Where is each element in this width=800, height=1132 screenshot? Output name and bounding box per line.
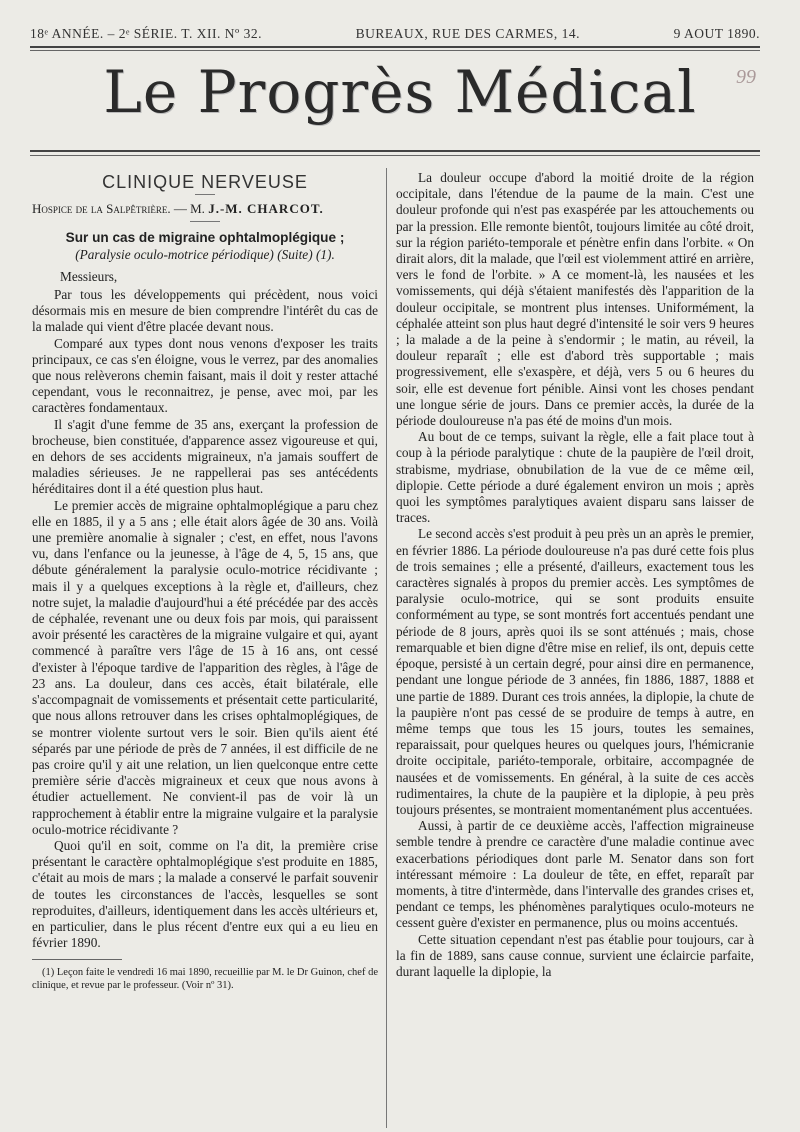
paragraph: Au bout de ce temps, suivant la règle, elle a fait place tout à coup à la période paralytique : chute de la paupière de l'œil droit, strabisme, mydriase, obnubilation de la vue de ce même œil, diplopie. Cette période a duré également environ un mois ; après quoi les symptômes paralytiques avaient disparu sans laisser de traces. [396, 429, 754, 526]
issue-number: 18ᵉ ANNÉE. – 2ᵉ SÉRIE. T. XII. Nº 32. [30, 26, 262, 41]
paragraph: Cette situation cependant n'est pas établie pour toujours, car à la fin de 1889, sans cause connue, survient une éclaircie parfaite, durant laquelle la diplopie, la [396, 931, 754, 979]
masthead-title: Le Progrès Médical [103, 58, 697, 126]
masthead-rule-thin [30, 155, 760, 156]
footnote-rule [32, 959, 122, 960]
divider [195, 194, 215, 195]
right-column [396, 170, 754, 980]
hospital-name: Hospice de la Salpêtrière. — M. [32, 201, 205, 217]
paragraph: Il s'agit d'une femme de 35 ans, exerçant la profession de brocheuse, bien constituée, d'apparence assez vigoureuse et qui, en dehors de ses accidents migraineux, n'a jamais souffert de maladies sérieuses. Je ne rappellerai pas ses antécédents héréditaires dont il a été question plus haut. [32, 416, 378, 497]
handwritten-mark: 99 [736, 66, 756, 88]
issue-date: 9 AOUT 1890. [673, 26, 760, 41]
office-address: BUREAUX, RUE DES CARMES, 14. [355, 26, 580, 41]
issue-header [30, 26, 760, 42]
article-title: Sur un cas de migraine ophtalmoplégique ; [65, 230, 345, 246]
paragraph: Le second accès s'est produit à peu près un an après le premier, en février 1886. La période douloureuse n'a pas duré cette fois plus de trois semaines ; elle a présenté, d'ailleurs, exactement tous les caractères signalés à propos du premier accès. Les symptômes de paralysie oculo-motrice, qui se sont produits ensuite conformément au type, se sont montrés fort accentués pendant une période de 8 jours, après quoi ils se sont atténués ; mais, chose remarquable et bien digne d'être mise en relief, ils ont, depuis cette époque, persisté à un certain degré, pour ainsi dire en permanence, pendant une longue période de 3 années, fin 1886, 1887, 1888 et une partie de 1889. Durant ces trois années, la diplopie, la chute de la paupière n'ont pas cessé de se produire de temps à autre, en même temps que tous les 15 jours, toutes les semaines, reparaissait, pour quelques heures ou quelques jours, l'hémicranie droite occipitale, pariéto-temporale, orbitaire, accompagnée de nausées et de vomissements. En général, à la suite de ces accès rudimentaires, la chute de la paupière et la diplopie, à peu près toujours présentes, se montraient momentanément plus accentuées. [396, 526, 754, 817]
footnote: (1) Leçon faite le vendredi 16 mai 1890, recueillie par M. le Dr Guinon, chef de clinique, et revue par le professeur. (Voir nº 31). [32, 967, 378, 992]
author-name: J.-M. CHARCOT. [208, 201, 324, 217]
divider [190, 221, 220, 222]
paragraph: Comparé aux types dont nous venons d'exposer les traits principaux, ce cas s'en éloigne, vous le verrez, par des anomalies que nous relèverons chemin faisant, mais il doit y rester attaché cependant, vous le reconnaitrez, je pense, avec moi, par les caractères fondamentaux. [32, 335, 378, 416]
paragraph: Par tous les développements qui précèdent, nous voici désormais mis en mesure de bien comprendre l'intérêt du cas de la malade qui vient d'être placée devant nous. [32, 287, 378, 335]
article-subtitle: (Paralysie oculo-motrice périodique) (Suite) (1). [75, 246, 335, 262]
header-rule [30, 46, 760, 48]
paragraph: La douleur occupe d'abord la moitié droite de la région occipitale, dans l'étendue de la paume de la main. C'est une douleur profonde qui n'est pas exaspérée par les attouchements ou par la pression. Elle remonte bientôt, toujours limitée au côté droit, sur la région pariéto-temporale et pénètre enfin dans l'orbite. « On dirait alors, dit la malade, que l'œil est violemment attiré en arrière, vers le fond de l'orbite. » A ce moment-là, les nausées et les vomissements, qui déjà s'étaient manifestés dès l'apparition de la douleur occipitale, se montrent plus intenses. Uniformément, la céphalée atteint son plus haut degré d'intensité le soir vers 9 heures ; la malade a de la peine à s'endormir ; le matin, au réveil, la douleur reparaît ; elle est d'abord très supportable ; mais progressivement, elle s'exaspère, et déjà, vers 5 ou 6 heures du soir, elle est devenue fort pénible. Ainsi vont les choses pendant une longue série de jours. Dans ce premier accès, la durée de la période douloureuse n'a pas été de moins d'un mois. [396, 170, 754, 429]
paragraph: Le premier accès de migraine ophtalmoplégique a paru chez elle en 1885, il y a 5 ans ; elle était alors âgée de 30 ans. Voilà une première anomalie à signaler ; c'est, en effet, nous l'avons vu, dans l'enfance ou la jeunesse, à l'âge de 4, 5, 15 ans, que débute généralement la paralysie oculo-motrice récidivante ; mais il y a quelques exceptions à la règle et, d'ailleurs, chez notre sujet, la maladie d'aujourd'hui a été précédée par des accès de céphalée, revenant une ou deux fois par mois, qui paraissent avoir présenté les caractères de la migraine vulgaire et qui, ayant commencé à paraître vers l'âge de 15 à 16 ans, ont cessé d'exister à l'époque tardive de l'apparition des règles, à l'âge de 23 ans. La douleur, dans ces accès, était bilatérale, elle s'accompagnait de vomissements et présentait cette particularité, que nous allons retrouver dans les crises ophtalmoplégiques, de se montrer violente surtout vers le soir. Bien qu'ils aient été séparés par une période de près de 7 années, il est difficile de ne pas croire qu'il y ait une relation, un lien quelconque entre cette première série d'accès migraineux et ceux que nous avons à étudier actuellement. Ne convient-il pas de voir là un rapprochement à établir entre la migraine vulgaire et la paralysie oculo-motrice récidivante ? [32, 497, 378, 837]
paragraph: Aussi, à partir de ce deuxième accès, l'affection migraineuse semble tendre à prendre ce caractère d'une maladie continue avec exacerbations périodiques dont parle M. Senator dans son fort intéressant mémoire : La douleur de tête, en effet, reparaît par moments, à titre d'intermède, dans l'intervalle des grandes crises et, pendant ce temps, les phénomènes paralytiques oculo-moteurs ne cessent guère d'exister en permanence, plus ou moins accentués. [396, 818, 754, 931]
masthead-rule [30, 150, 760, 152]
paragraph: Quoi qu'il en soit, comme on l'a dit, la première crise présentant le caractère ophtalmoplégique s'est produite en 1885, c'était au mois de mars ; la malade a conservé le parfait souvenir de toutes les circonstances de l'accès, lesquelles se sont reproduites, d'ailleurs, identiquement dans les accès ultérieurs et, en particulier, dans le plus récent d'entre eux qui a eu lieu en février 1890. [32, 837, 378, 951]
byline [32, 201, 378, 217]
header-rule-thin [30, 50, 760, 51]
section-rubric: CLINIQUE NERVEUSE [102, 172, 308, 192]
column-divider [386, 168, 387, 1128]
left-column [32, 170, 378, 992]
salutation: Messieurs, [60, 268, 118, 284]
